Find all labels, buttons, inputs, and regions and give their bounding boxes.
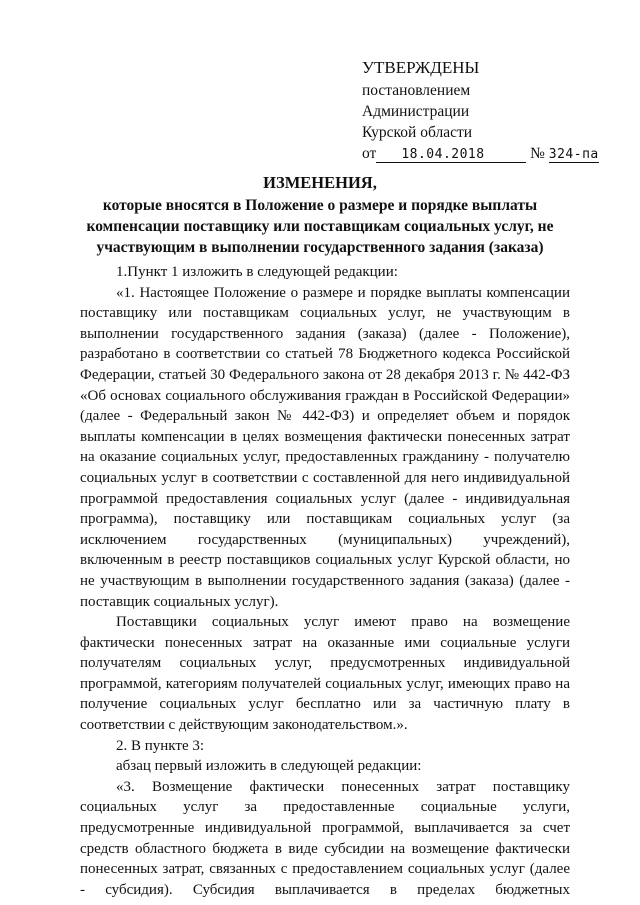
approval-heading: УТВЕРЖДЕНЫ — [362, 58, 480, 77]
paragraph-1: 1.Пункт 1 изложить в следующей редакции: — [116, 264, 398, 280]
approval-stamp — [362, 56, 599, 165]
approval-line-2: Администрации — [362, 103, 470, 120]
number-label: № — [530, 145, 545, 162]
paragraph-4: 2. В пункте 3: — [116, 737, 205, 754]
approval-date — [376, 147, 526, 163]
approval-date-value: 18.04.2018 — [401, 147, 485, 162]
document-body — [80, 262, 570, 900]
approval-number: 324-па — [548, 147, 599, 162]
paragraph-5: абзац первый изложить в следующей редакции: — [116, 758, 422, 775]
from-label: от — [362, 145, 377, 162]
title-subtitle: которые вносятся в Положение о размере и порядке выплаты компенсации поставщику или поставщикам социальных услуг, не участвующим в выполнении государственного задания (заказа) — [86, 197, 554, 256]
approval-line-3: Курской области — [362, 124, 473, 141]
title-heading: ИЗМЕНЕНИЯ, — [263, 173, 377, 192]
approval-date-line — [362, 143, 599, 165]
paragraph-2: «1. Настоящее Положение о размере и порядке выплаты компенсации поставщику или поставщикам социальных услуг, не участвующим в выполнении государственного задания (заказа) (далее - Положение), разработано в соответствии со статьей 78 Бюджетного кодекса Российской Федерации, статьей 30 Федерального закона от 28 декабря 2013 г. № 442-ФЗ «Об основах социального обслуживания граждан в Российской Федерации» (далее - Федеральный закон № 442-ФЗ) и определяет объем и порядок выплаты компенсации в целях возмещения фактически понесенных затрат на оказание социальных услуг, предоставленных гражданину - получателю социальных услуг в соответствии с составленной для него индивидуальной программой предоставления социальных услуг (далее - индивидуальная программа), поставщику или поставщикам социальных услуг (за исключением государственных (муниципальных) учреждений), включенным в реестр поставщиков социальных услуг Курской области, но не участвующим в выполнении государственного задания (заказа) (далее - поставщик социальных услуг). — [80, 284, 570, 610]
document-title — [60, 172, 580, 258]
paragraph-3: Поставщики социальных услуг имеют право на возмещение фактически понесенных затрат на оказанные ими социальные услуги получателям социальных услуг, предусмотренных индивидуальной программой, категориям получателей социальных услуг, имеющих право на получение социальных услуг бесплатно или за частичную плату в соответствии с действующим законодательством.». — [80, 614, 570, 734]
approval-line-1: постановлением — [362, 82, 471, 99]
paragraph-6: «3. Возмещение фактически понесенных затрат поставщику социальных услуг за предоставленные социальные услуги, предусмотренные индивидуальной программой, выплачивается за счет средств областного бюджета в виде субсидии на возмещение фактически понесенных затрат, связанных с предоставлением социальных услуг (далее - субсидия). Субсидия выплачивается в пределах бюджетных — [80, 778, 570, 898]
